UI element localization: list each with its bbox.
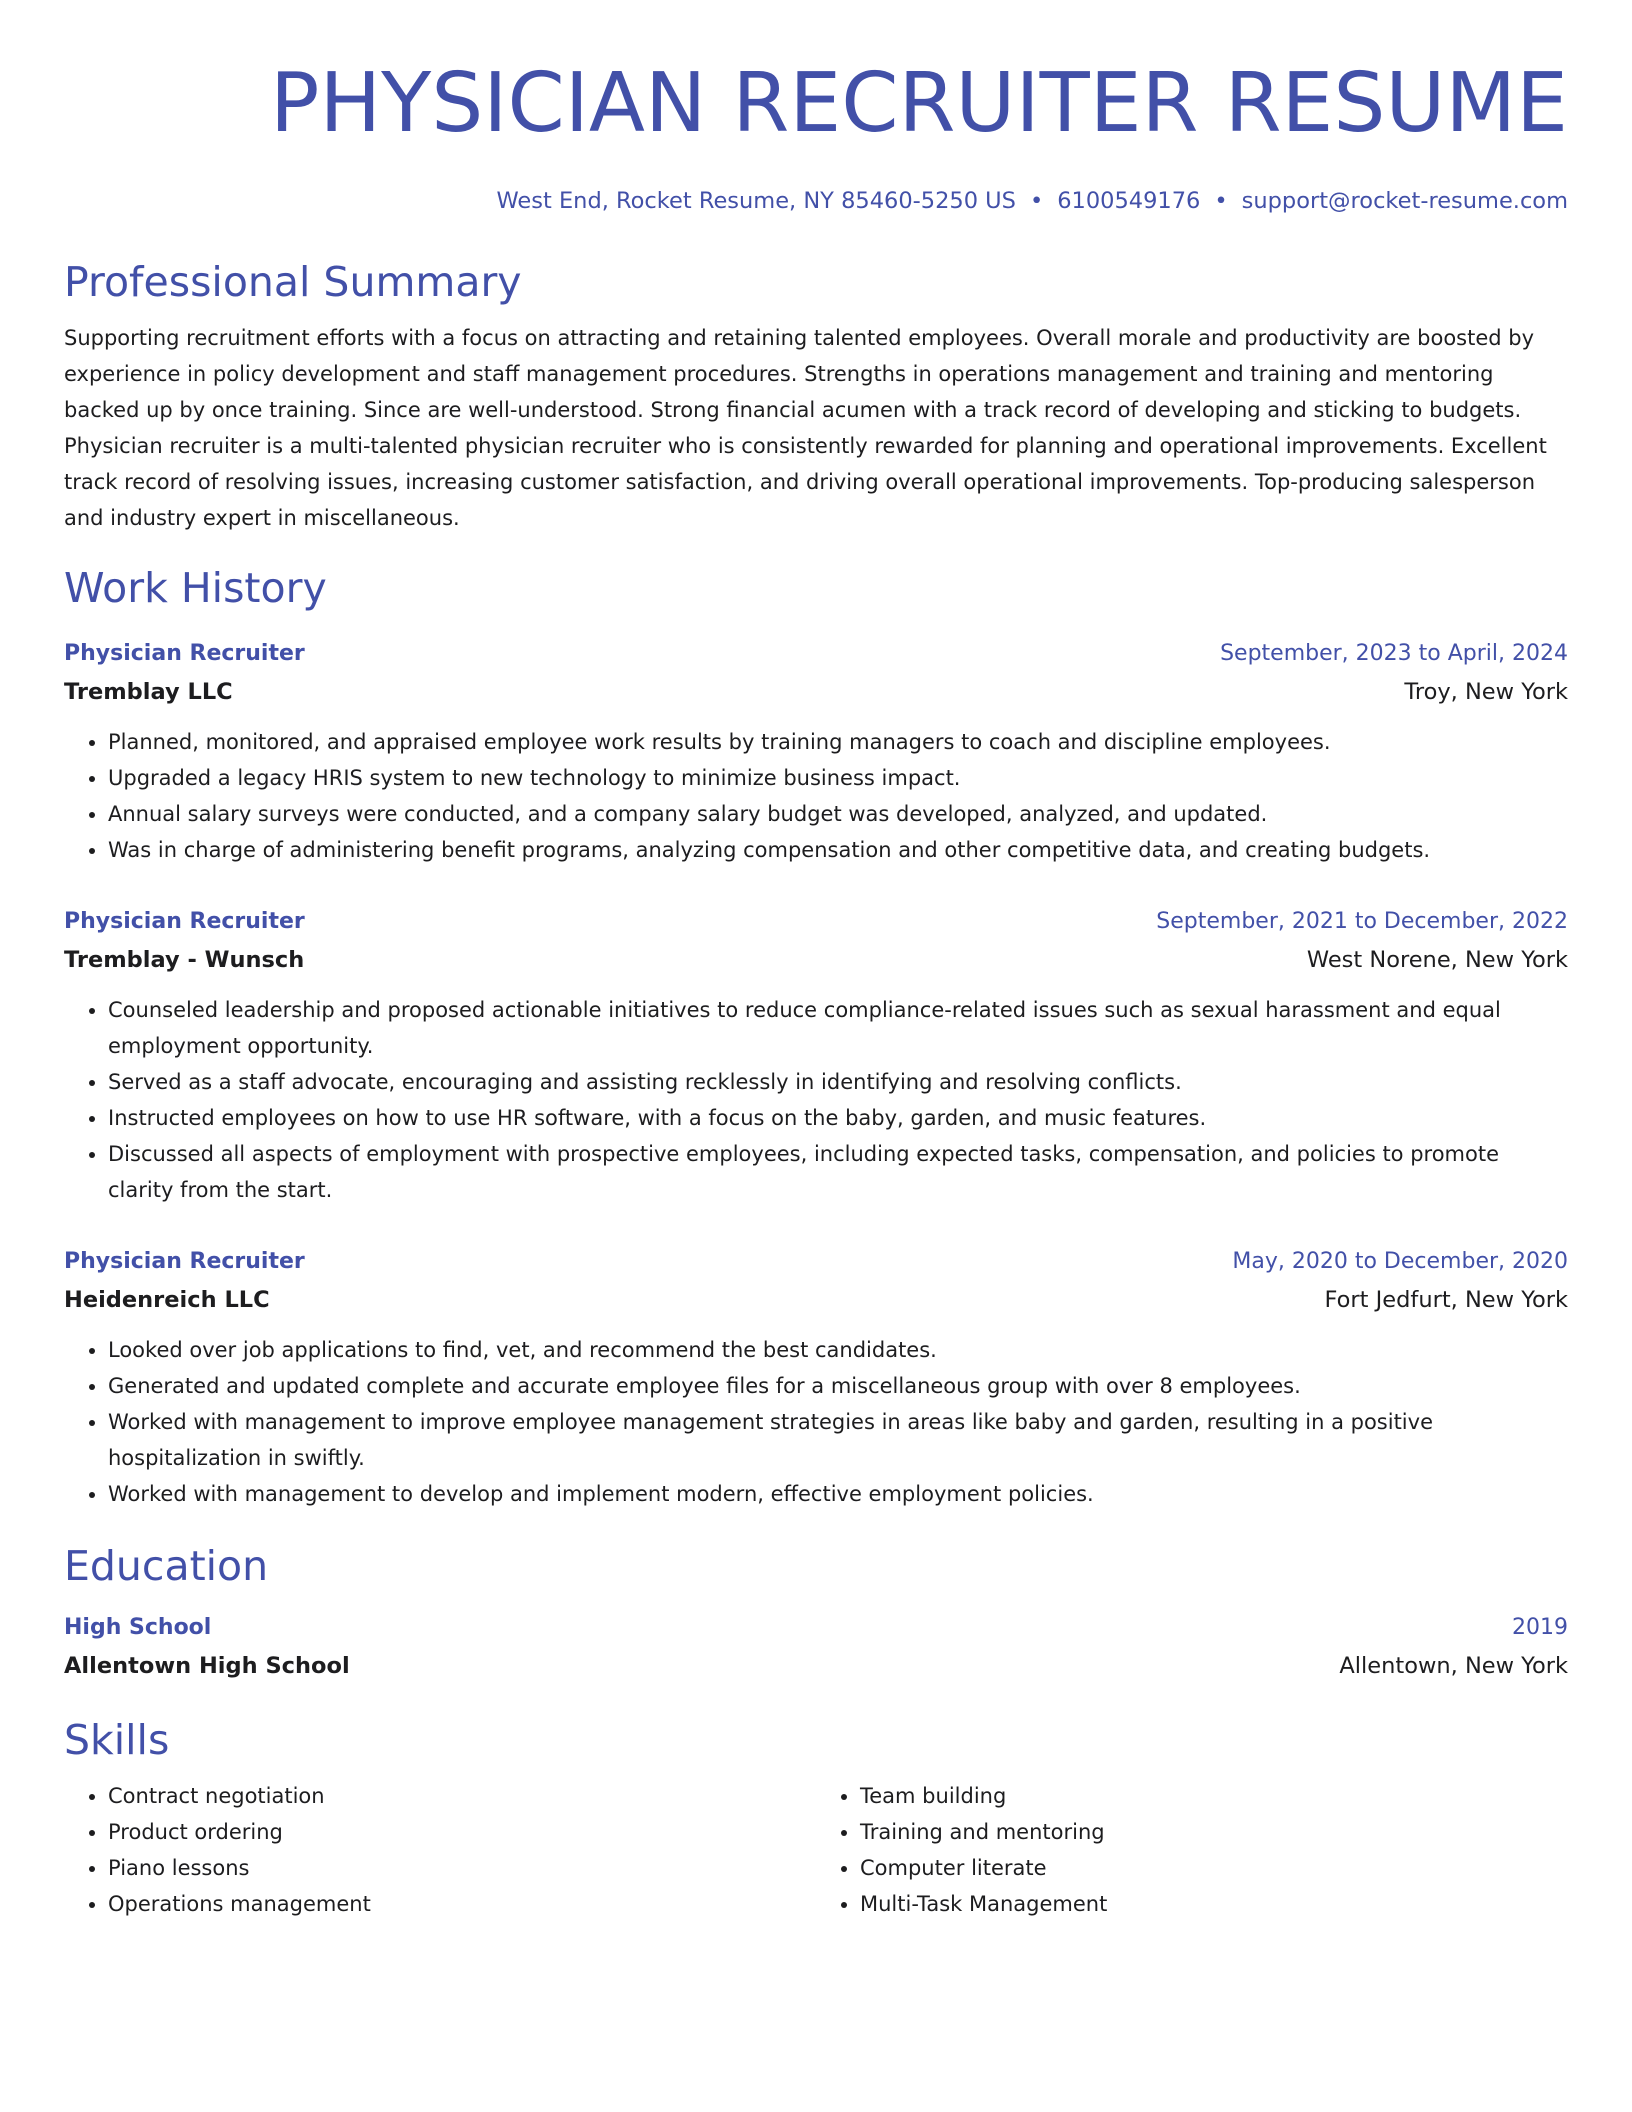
job-bullets — [64, 724, 1568, 868]
job-bullet: • Upgraded a legacy HRIS system to new technology to minimize business impact. — [108, 760, 1568, 796]
summary-heading: Professional Summary — [64, 258, 522, 306]
skills-list — [64, 1778, 1568, 1922]
job-title: Physician Recruiter — [64, 909, 305, 934]
job-bullet: • Worked with management to improve employee management strategies in areas like baby and garden, resulting in a positive hospitalization in swiftly. — [108, 1404, 1568, 1476]
job-company-row — [64, 940, 1568, 980]
job-bullet: • Counseled leadership and proposed actionable initiatives to reduce compliance-related issues such as sexual harassment and equal employment opportunity. — [108, 992, 1568, 1064]
contact-separator: • — [1029, 188, 1044, 214]
skill-item: • Multi-Task Management — [860, 1886, 1568, 1922]
education-heading: Education — [64, 1542, 269, 1590]
job-location: Fort Jedfurt, New York — [1324, 1287, 1568, 1313]
job-entry — [64, 904, 1568, 1208]
education-degree: High School — [64, 1615, 212, 1640]
skills-bullets — [64, 1778, 816, 1922]
job-location: Troy, New York — [1404, 679, 1568, 705]
job-company: Tremblay LLC — [64, 679, 233, 705]
skills-column-left — [64, 1778, 816, 1922]
job-title-row — [64, 904, 1568, 940]
education-entry — [64, 1610, 1568, 1686]
job-bullet: • Worked with management to develop and implement modern, effective employment policies. — [108, 1476, 1568, 1512]
education-year: 2019 — [1512, 1615, 1568, 1640]
job-company-row — [64, 672, 1568, 712]
job-company: Heidenreich LLC — [64, 1287, 270, 1313]
skill-item: • Training and mentoring — [860, 1814, 1568, 1850]
skill-item: • Contract negotiation — [108, 1778, 816, 1814]
job-company: Tremblay - Wunsch — [64, 947, 305, 973]
job-bullet: • Annual salary surveys were conducted, and a company salary budget was developed, analyzed, and updated. — [108, 796, 1568, 832]
job-title-row — [64, 636, 1568, 672]
job-bullet: • Was in charge of administering benefit programs, analyzing compensation and other competitive data, and creating budgets. — [108, 832, 1568, 868]
job-bullet: • Planned, monitored, and appraised employee work results by training managers to coach and discipline employees. — [108, 724, 1568, 760]
skills-column-right — [816, 1778, 1568, 1922]
job-bullets — [64, 1332, 1568, 1512]
education-degree-row — [64, 1610, 1568, 1646]
contact-address: West End, Rocket Resume, NY 85460-5250 US — [496, 188, 1016, 214]
job-bullet: • Generated and updated complete and accurate employee files for a miscellaneous group with over 8 employees. — [108, 1368, 1568, 1404]
skill-item: • Team building — [860, 1778, 1568, 1814]
skill-item: • Product ordering — [108, 1814, 816, 1850]
resume-header — [64, 56, 1568, 216]
job-location: West Norene, New York — [1306, 947, 1568, 973]
job-entry — [64, 636, 1568, 868]
contact-separator: • — [1214, 188, 1228, 214]
skill-item: • Computer literate — [860, 1850, 1568, 1886]
contact-email: support@rocket-resume.com — [1241, 188, 1568, 214]
education-school-row — [64, 1646, 1568, 1686]
job-bullet: • Instructed employees on how to use HR software, with a focus on the baby, garden, and music features. — [108, 1100, 1568, 1136]
work-history-heading: Work History — [64, 564, 327, 612]
job-dates: May, 2020 to December, 2020 — [1232, 1249, 1568, 1274]
job-bullet: • Served as a staff advocate, encouraging and assisting recklessly in identifying and resolving conflicts. — [108, 1064, 1568, 1100]
skill-item: • Operations management — [108, 1886, 816, 1922]
job-title: Physician Recruiter — [64, 641, 305, 666]
job-title: Physician Recruiter — [64, 1249, 305, 1274]
education-location: Allentown, New York — [1339, 1653, 1568, 1679]
skills-heading: Skills — [64, 1716, 170, 1764]
job-company-row — [64, 1280, 1568, 1320]
job-bullets — [64, 992, 1568, 1208]
job-dates: September, 2023 to April, 2024 — [1220, 641, 1568, 666]
job-title-row — [64, 1244, 1568, 1280]
skills-bullets — [816, 1778, 1568, 1922]
education-school: Allentown High School — [64, 1653, 350, 1679]
job-dates: September, 2021 to December, 2022 — [1156, 909, 1568, 934]
resume-title: PHYSICIAN RECRUITER RESUME — [270, 56, 1568, 151]
contact-phone: 6100549176 — [1057, 188, 1201, 214]
summary-text: Supporting recruitment efforts with a focus on attracting and retaining talented employees. Overall morale and productivity are boosted by experience in policy development and staff management procedures. Strengths in operations management and training and mentoring backed up by once training. Since are well-understood. Strong financial acumen with a track record of developing and sticking to budgets. Physician recruiter is a multi-talented physician recruiter who is consistently rewarded for planning and operational improvements. Excellent track record of resolving issues, increasing customer satisfaction, and driving overall operational improvements. Top-producing salesperson and industry expert in miscellaneous. — [64, 326, 1547, 530]
job-entry — [64, 1244, 1568, 1512]
contact-line — [64, 186, 1568, 216]
skill-item: • Piano lessons — [108, 1850, 816, 1886]
job-bullet: • Looked over job applications to find, vet, and recommend the best candidates. — [108, 1332, 1568, 1368]
job-bullet: • Discussed all aspects of employment with prospective employees, including expected tasks, compensation, and policies to promote clarity from the start. — [108, 1136, 1568, 1208]
